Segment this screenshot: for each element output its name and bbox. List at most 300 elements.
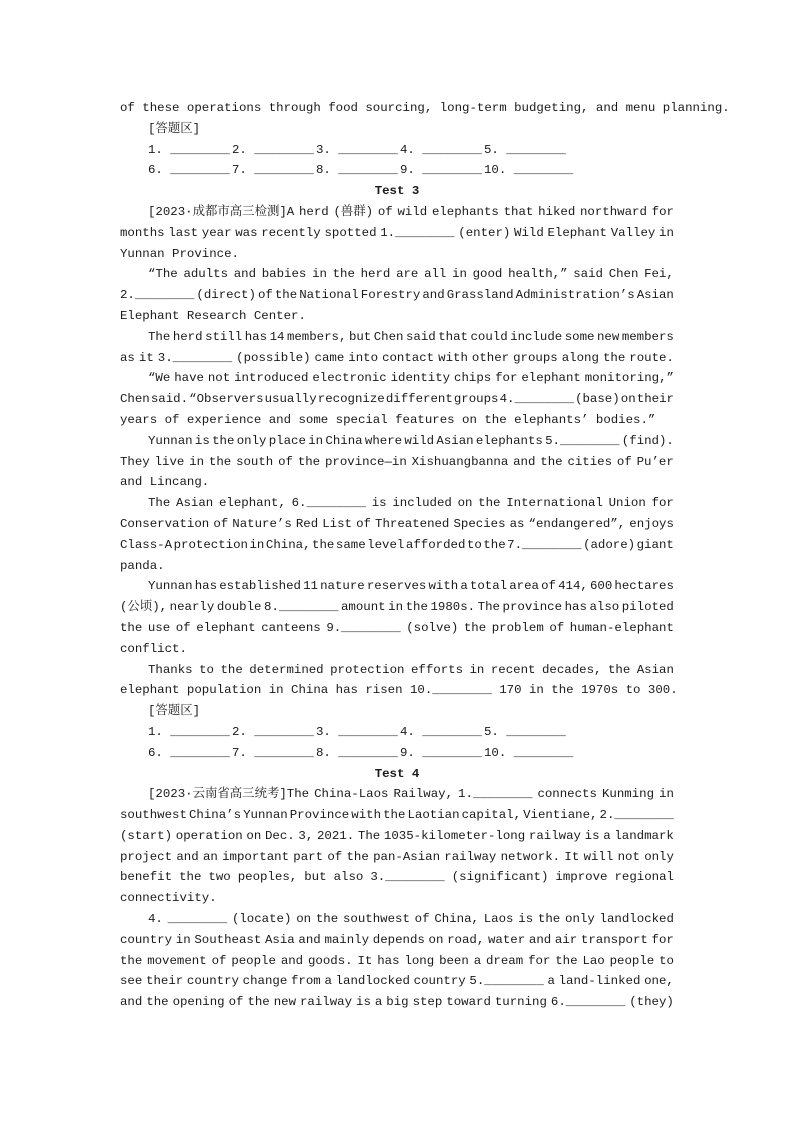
text-line	[120, 826, 674, 847]
word: depends	[372, 932, 425, 947]
word: could	[470, 329, 508, 344]
word: Grassland	[446, 288, 514, 303]
word: the	[383, 808, 406, 823]
word: said	[573, 267, 603, 282]
word: protection	[330, 662, 405, 677]
word: of	[175, 620, 191, 635]
word: “We	[148, 371, 171, 386]
word: China-Laos	[314, 787, 389, 802]
answer-blank[interactable]: 1. ________	[148, 724, 230, 739]
word: on	[246, 828, 262, 843]
word: the	[478, 496, 501, 511]
word: months	[120, 225, 165, 240]
word: also	[589, 600, 620, 615]
word: of	[257, 288, 273, 303]
word: dream	[486, 953, 524, 968]
word: northward	[580, 204, 647, 219]
word: that	[503, 204, 534, 219]
word: Elephant	[547, 225, 607, 240]
word: the	[602, 350, 626, 365]
word: connects	[537, 787, 597, 802]
word: of	[377, 204, 393, 219]
word: southwest	[342, 912, 410, 927]
word: in	[659, 225, 674, 240]
word: Yunnan	[243, 808, 288, 823]
word: Asia	[264, 932, 295, 947]
word: project	[120, 849, 173, 864]
word: to	[199, 662, 214, 677]
word: electronic	[312, 371, 387, 386]
word: different	[385, 392, 453, 407]
word: was	[235, 225, 258, 240]
word: landlocked	[599, 912, 674, 927]
word: in	[452, 267, 467, 282]
word: (locate)	[231, 912, 292, 927]
word: new	[273, 995, 297, 1010]
word: 4.	[148, 912, 163, 927]
word: wild	[397, 204, 428, 219]
answer-blank[interactable]: 5. ________	[484, 724, 566, 739]
word: The	[148, 329, 171, 344]
text-line	[120, 327, 674, 348]
word: Fei,	[644, 267, 674, 282]
answer-blank[interactable]: 7. ________	[232, 163, 314, 178]
text-line	[120, 992, 674, 1013]
answer-blank[interactable]: 10. ________	[484, 163, 574, 178]
word: railway	[300, 995, 353, 1010]
answer-row-1	[120, 140, 674, 161]
word: other	[471, 350, 510, 365]
word: road,	[447, 932, 485, 947]
intro-line: of these operations through food sourcing, long-term budgeting, and menu planning.	[120, 101, 730, 115]
word: Union	[608, 496, 646, 511]
word: on	[457, 496, 473, 511]
word: included	[392, 496, 452, 511]
word: area	[509, 579, 539, 594]
word: 414,	[558, 579, 588, 594]
word: recently	[261, 225, 321, 240]
word: a	[460, 579, 468, 594]
word: Asian	[636, 288, 674, 303]
word: important	[222, 849, 290, 864]
word: and	[120, 995, 143, 1010]
word: the	[297, 454, 321, 469]
answer-blank[interactable]: 3. ________	[316, 724, 398, 739]
text-line: Yunnan Province.	[120, 246, 239, 261]
answer-blank[interactable]: 2. ________	[232, 724, 314, 739]
word: a	[547, 974, 555, 989]
text-line: years of experience and some special features on the elephants’ bodies.”	[120, 412, 656, 427]
word: (possible)	[236, 350, 311, 365]
word: that	[438, 329, 468, 344]
word: the	[346, 849, 369, 864]
word: the	[332, 267, 355, 282]
word: in	[469, 662, 485, 677]
word: for	[528, 953, 551, 968]
word: a	[374, 995, 383, 1010]
text-line	[120, 618, 674, 639]
word: and	[233, 267, 257, 282]
answer-blank[interactable]: 2. ________	[232, 142, 314, 157]
word: 3.________	[157, 350, 233, 365]
answer-blank[interactable]: 8. ________	[316, 745, 398, 760]
word: groups	[513, 350, 558, 365]
word: Vientiane,	[523, 808, 598, 823]
word: hectares	[614, 579, 674, 594]
word: network.	[500, 849, 561, 864]
text-line	[120, 971, 674, 992]
word: of	[228, 995, 244, 1010]
word: 3,	[298, 828, 314, 843]
text-line	[120, 951, 674, 972]
word: (significant)	[451, 870, 549, 885]
word: not	[617, 849, 640, 864]
word: recent	[490, 662, 536, 677]
word: opening	[172, 995, 225, 1010]
word: as	[120, 350, 135, 365]
answer-row-2	[120, 743, 674, 764]
word: and	[528, 932, 552, 947]
word: the	[247, 995, 270, 1010]
word: Kunming	[601, 787, 655, 802]
word: 4.________	[499, 392, 574, 407]
word: are	[396, 267, 419, 282]
word: China	[325, 433, 363, 448]
word: recognize	[317, 392, 385, 407]
word: year	[201, 225, 232, 240]
document-page	[120, 98, 730, 1013]
text-line	[120, 805, 674, 826]
word: [2023·成都市高三检测]A	[148, 204, 295, 219]
answer-blank[interactable]: 8. ________	[316, 163, 398, 178]
word: 1.________	[380, 225, 455, 240]
word: total	[469, 579, 508, 594]
word: It	[564, 849, 580, 864]
word: (base)	[575, 392, 620, 407]
text-line: elephant population in China has risen 10.________ 170 in the 1970s to 300.	[120, 683, 678, 698]
word: members,	[286, 329, 347, 344]
word: “endangered”,	[528, 516, 626, 531]
word: Railway,	[393, 787, 454, 802]
word: (find).	[621, 433, 674, 448]
word: benefit	[120, 870, 173, 885]
text-line	[120, 514, 674, 535]
word: the	[179, 870, 202, 885]
word: 3.________	[370, 870, 445, 885]
word: established	[219, 579, 301, 594]
word: land-linked	[558, 974, 641, 989]
word: improve	[555, 870, 608, 885]
word: have	[174, 371, 204, 386]
word: Valley	[610, 225, 656, 240]
word: Asian	[636, 662, 674, 677]
word: 1.________	[458, 787, 533, 802]
word: chips	[454, 371, 492, 386]
answer-blank[interactable]: 3. ________	[316, 142, 398, 157]
word: Forestry	[360, 288, 421, 303]
answer-blank[interactable]: 4. ________	[400, 142, 482, 157]
word: China,	[265, 537, 311, 552]
test3-title: Test 3	[374, 184, 420, 199]
word: the	[274, 288, 298, 303]
word: Lao	[582, 953, 605, 968]
answer-row-2	[120, 160, 674, 181]
word: to	[659, 953, 674, 968]
word: Nature’s	[232, 516, 292, 531]
word: live	[154, 454, 185, 469]
word: 14	[269, 329, 285, 344]
word: introduced	[234, 371, 309, 386]
text-line	[120, 285, 674, 306]
word: use	[147, 620, 171, 635]
word: 6.________	[291, 496, 366, 511]
word: people	[609, 953, 655, 968]
word: big	[386, 995, 409, 1010]
word: for	[495, 371, 518, 386]
word: pan-Asian	[373, 849, 440, 864]
word: of	[414, 912, 430, 927]
word: province	[502, 600, 563, 615]
word: enjoys	[629, 516, 674, 531]
word: efforts	[410, 662, 464, 677]
word: China,	[434, 912, 479, 927]
word: on	[428, 932, 444, 947]
word: is	[194, 433, 210, 448]
word: 5.________	[545, 433, 620, 448]
word: province—in	[324, 454, 407, 469]
word: herd	[360, 267, 391, 282]
word: problem	[491, 620, 544, 635]
test4-title: Test 4	[374, 766, 420, 781]
word: where	[364, 433, 403, 448]
answer-blank[interactable]: 6. ________	[148, 163, 230, 178]
answer-row-1	[120, 722, 674, 743]
word: and	[422, 288, 445, 303]
word: Chen	[608, 267, 639, 282]
word: the	[463, 620, 487, 635]
word: mainly	[324, 932, 370, 947]
word: air	[554, 932, 578, 947]
answer-blank[interactable]: 4. ________	[400, 724, 482, 739]
word: Yunnan	[148, 433, 193, 448]
word: spotted	[324, 225, 377, 240]
word: herd	[298, 204, 329, 219]
word: on	[296, 912, 312, 927]
word: an	[202, 849, 218, 864]
word: to	[466, 537, 482, 552]
word: has	[194, 579, 218, 594]
word: but	[348, 329, 372, 344]
word: International	[506, 496, 603, 511]
word: water	[488, 932, 526, 947]
word: ________	[167, 912, 228, 927]
word: railway	[528, 828, 581, 843]
word: Pu’er	[636, 454, 674, 469]
word: into	[348, 350, 379, 365]
word: Thanks	[148, 662, 193, 677]
word: in	[175, 932, 191, 947]
word: of	[356, 516, 371, 531]
word: the	[312, 537, 335, 552]
word: last	[168, 225, 199, 240]
word: China’s	[188, 808, 242, 823]
word: The	[477, 600, 500, 615]
word: is	[371, 496, 387, 511]
word: operation	[175, 828, 243, 843]
word: it	[138, 350, 154, 365]
word: the	[540, 454, 563, 469]
word: elephant,	[218, 496, 286, 511]
word: country	[120, 932, 173, 947]
answer-blank[interactable]: 10. ________	[484, 745, 574, 760]
word: 5.________	[469, 974, 544, 989]
answer-area-label: [答题区]	[148, 704, 201, 719]
word: groups	[453, 392, 499, 407]
answer-blank[interactable]: 6. ________	[148, 745, 230, 760]
word: toward	[446, 995, 491, 1010]
word: amount	[340, 600, 386, 615]
answer-blank[interactable]: 9. ________	[400, 163, 482, 178]
word: has	[377, 953, 400, 968]
word: transport	[580, 932, 648, 947]
word: with	[438, 350, 468, 365]
word: movement	[147, 953, 207, 968]
text-line	[120, 909, 674, 930]
word: protection	[173, 537, 248, 552]
word: elephant	[521, 371, 581, 386]
word: piloted	[621, 600, 674, 615]
word: not	[207, 371, 231, 386]
word: of	[327, 849, 343, 864]
word: capital,	[461, 808, 522, 823]
word: the	[483, 537, 506, 552]
answer-blank[interactable]: 9. ________	[400, 745, 482, 760]
word: only	[236, 433, 267, 448]
word: is	[518, 912, 534, 927]
word: good	[472, 267, 503, 282]
word: has	[244, 329, 268, 344]
word: of	[549, 620, 565, 635]
word: determined	[249, 662, 324, 677]
word: Southeast	[194, 932, 262, 947]
word: the	[555, 953, 578, 968]
word: two	[208, 870, 231, 885]
text-line: conflict.	[120, 641, 187, 656]
word: elephant	[196, 620, 256, 635]
word: has	[564, 600, 587, 615]
word: with	[428, 579, 459, 594]
word: Class-A	[120, 537, 173, 552]
word: The	[148, 496, 171, 511]
answer-area-label: [答题区]	[148, 121, 201, 136]
word: regional	[614, 870, 674, 885]
word: in	[388, 600, 404, 615]
word: long	[404, 953, 435, 968]
word: (they)	[629, 995, 674, 1010]
word: is	[584, 828, 600, 843]
word: Chen	[373, 329, 404, 344]
word: a	[473, 953, 482, 968]
word: 7.________	[507, 537, 582, 552]
word: goods.	[308, 953, 353, 968]
word: (direct)	[196, 288, 256, 303]
text-line: Elephant Research Center.	[120, 308, 306, 323]
word: nearly	[169, 600, 215, 615]
word: Species	[453, 516, 506, 531]
text-line	[120, 223, 674, 244]
word: southwest	[120, 808, 187, 823]
word: (公顷),	[120, 600, 168, 615]
word: contact	[382, 350, 435, 365]
word: in	[312, 267, 327, 282]
word: Asian	[176, 496, 214, 511]
word: Yunnan	[148, 579, 193, 594]
answer-blank[interactable]: 7. ________	[232, 745, 314, 760]
word: turning	[494, 995, 547, 1010]
word: (start)	[120, 828, 173, 843]
word: Xishuangbanna	[411, 454, 509, 469]
word: usually	[264, 392, 317, 407]
word: and	[513, 454, 536, 469]
word: 2.________	[599, 808, 674, 823]
word: and	[176, 849, 199, 864]
word: decades,	[541, 662, 602, 677]
word: change	[242, 974, 288, 989]
word: will	[583, 849, 614, 864]
word: The	[357, 828, 381, 843]
word: Province	[289, 808, 350, 823]
text-line	[120, 867, 674, 888]
word: Conservation	[120, 516, 210, 531]
word: giant	[636, 537, 674, 552]
word: hiked	[538, 204, 576, 219]
word: Wild	[514, 225, 544, 240]
word: all	[424, 267, 447, 282]
word: only	[565, 912, 595, 927]
word: for	[651, 204, 674, 219]
word: elephants	[475, 433, 543, 448]
answer-blank[interactable]: 1. ________	[148, 142, 230, 157]
text-line	[120, 389, 674, 410]
text-line	[120, 348, 674, 369]
word: afforded	[405, 537, 466, 552]
word: in	[308, 433, 324, 448]
word: elephants	[431, 204, 499, 219]
word: their	[636, 392, 674, 407]
word: route.	[629, 350, 674, 365]
word: landlocked	[335, 974, 410, 989]
answer-blank[interactable]: 5. ________	[484, 142, 566, 157]
word: 2.________	[120, 288, 195, 303]
word: members	[621, 329, 674, 344]
word: only	[644, 849, 674, 864]
word: 600	[589, 579, 613, 594]
word: health,”	[508, 267, 568, 282]
word: a	[324, 974, 332, 989]
word: include	[510, 329, 563, 344]
word: is	[356, 995, 371, 1010]
word: of	[211, 953, 227, 968]
word: herd	[172, 329, 203, 344]
word: the	[537, 912, 561, 927]
word: Laos	[483, 912, 514, 927]
word: of	[278, 454, 293, 469]
text-line	[120, 535, 674, 556]
word: List	[322, 516, 352, 531]
word: monitoring,”	[584, 371, 674, 386]
word: human-elephant	[569, 620, 674, 635]
text-line	[120, 660, 674, 681]
